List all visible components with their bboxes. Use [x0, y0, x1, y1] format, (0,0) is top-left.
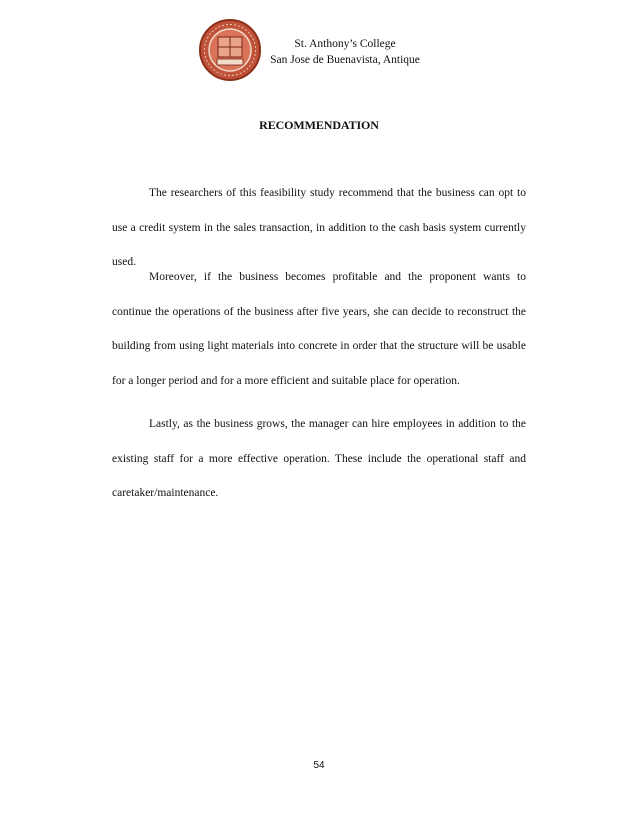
institution-location: San Jose de Buenavista, Antique [270, 54, 420, 66]
paragraph-reconstruction: Moreover, if the business becomes profitable and the proponent wants to continue the operations of the business after five years, she can decide to reconstruct the building from using light materials into concrete in order that the structure will be usable for a longer period and for a more efficient and suitable place for operation. [112, 271, 526, 387]
paragraph-credit-system: The researchers of this feasibility study recommend that the business can opt to use a credit system in the sales transaction, in addition to the cash basis system currently used. [112, 187, 526, 268]
institution-name: St. Anthony’s College [294, 38, 396, 50]
paragraph-hiring: Lastly, as the business grows, the manager can hire employees in addition to the existing staff for a more effective operation. These include the operational staff and caretaker/maintenance. [112, 418, 526, 499]
page-number: 54 [313, 760, 325, 771]
page-title: RECOMMENDATION [259, 118, 379, 132]
